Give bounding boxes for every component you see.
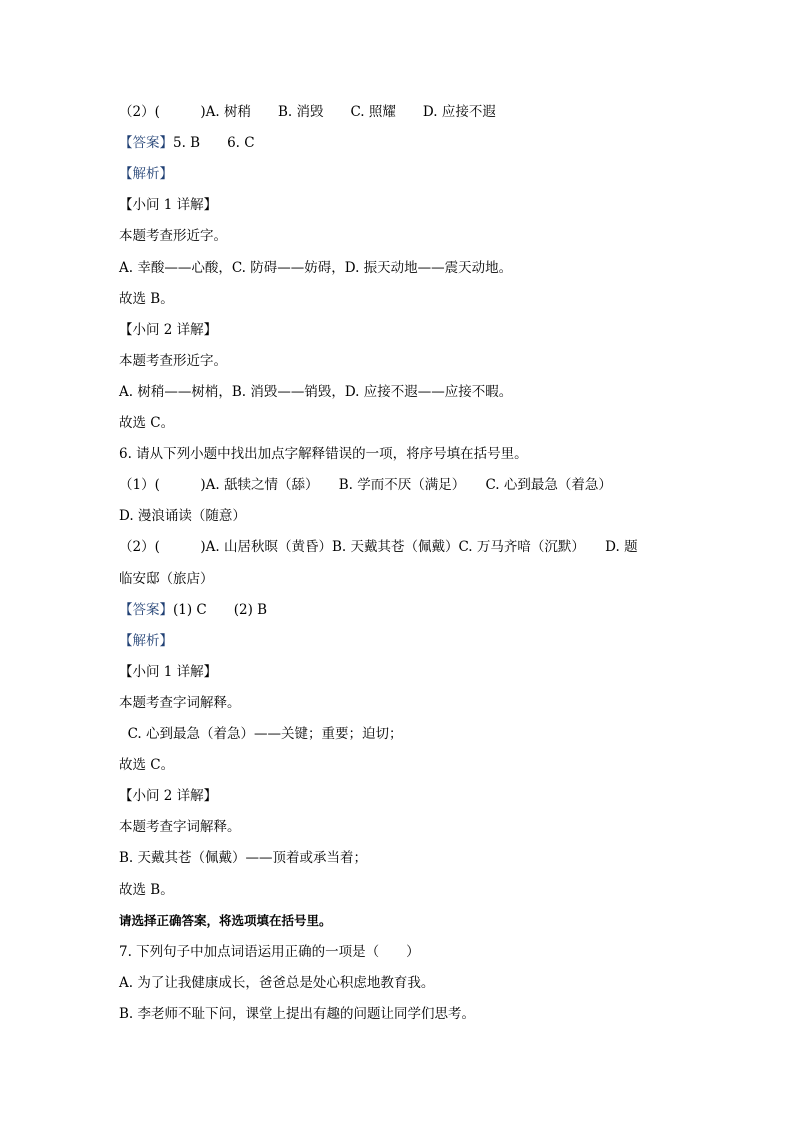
text-line [119, 663, 217, 681]
text-line [119, 414, 174, 432]
text-line [119, 632, 173, 650]
line-text: D. 漫浪诵读（随意） [119, 508, 246, 524]
text-line [119, 227, 227, 245]
text-line [119, 507, 246, 525]
line-text: 7. 下列句子中加点词语运用正确的一项是（ ） [119, 944, 420, 960]
line-text: A. 树稍——树梢，B. 消毁——销毁，D. 应接不遐——应接不暇。 [119, 384, 513, 400]
text-line [119, 881, 174, 899]
text-line [119, 818, 241, 836]
line-text: 【小问 2 详解】 [119, 788, 218, 804]
line-text: 故选 C。 [119, 415, 175, 431]
text-line [119, 259, 512, 277]
line-text: （2）( )A. 山居秋暝（黄昏）B. 天戴其苍（佩戴）C. 万马齐喑（沉默） D. 题 [119, 539, 638, 555]
text-line [119, 849, 367, 867]
line-text: 请选择正确答案，将选项填在括号里。 [119, 913, 332, 928]
text-line [119, 103, 496, 121]
text-line [119, 756, 174, 774]
line-text: 5. B 6. C [173, 135, 255, 151]
text-line [119, 290, 174, 308]
text-line [119, 943, 420, 961]
text-line [119, 134, 255, 152]
line-text: 故选 C。 [119, 757, 175, 773]
line-text: 6. 请从下列小题中找出加点字解释错误的一项，将序号填在括号里。 [119, 446, 528, 462]
line-text: 临安邸（旅店） [119, 571, 214, 587]
section-tag: 【解析】 [119, 633, 173, 649]
text-line [119, 352, 227, 370]
line-text: 【小问 1 详解】 [119, 197, 218, 213]
text-line [119, 196, 217, 214]
text-line [119, 974, 434, 992]
text-line [119, 601, 267, 619]
section-tag: 【答案】 [119, 602, 173, 618]
line-text: C. 心到最急（着急）——关键；重要；迫切； [119, 726, 403, 742]
text-line [119, 538, 638, 556]
line-text: 故选 B。 [119, 291, 174, 307]
text-line [119, 165, 173, 183]
line-text: （2）( )A. 树稍 B. 消毁 C. 照耀 D. 应接不遐 [119, 104, 496, 120]
text-line [119, 445, 528, 463]
text-line [119, 383, 512, 401]
line-text: 本题考查字词解释。 [119, 695, 241, 711]
text-line [119, 476, 612, 494]
text-line [119, 1005, 475, 1023]
line-text: 本题考查形近字。 [119, 228, 227, 244]
line-text: (1) C (2) B [173, 602, 268, 618]
line-text: 【小问 2 详解】 [119, 322, 218, 338]
text-line [119, 570, 214, 588]
text-line [119, 694, 241, 712]
line-text: B. 李老师不耻下问，课堂上提出有趣的问题让同学们思考。 [119, 1006, 476, 1022]
line-text: 故选 B。 [119, 882, 174, 898]
line-text: A. 为了让我健康成长，爸爸总是处心积虑地教育我。 [119, 975, 435, 991]
text-line [119, 912, 332, 930]
line-text: 本题考查形近字。 [119, 353, 227, 369]
line-text: 【小问 1 详解】 [119, 664, 218, 680]
line-text: （1）( )A. 舐犊之情（舔） B. 学而不厌（满足） C. 心到最急（着急） [119, 477, 612, 493]
section-tag: 【解析】 [119, 166, 173, 182]
line-text: 本题考查字词解释。 [119, 819, 241, 835]
line-text: A. 幸酸——心酸，C. 防碍——妨碍，D. 振天动地——震天动地。 [119, 260, 513, 276]
line-text: B. 天戴其苍（佩戴）——顶着或承当着； [119, 850, 368, 866]
text-line [119, 725, 403, 743]
section-tag: 【答案】 [119, 135, 173, 151]
text-line [119, 787, 217, 805]
text-line [119, 321, 217, 339]
